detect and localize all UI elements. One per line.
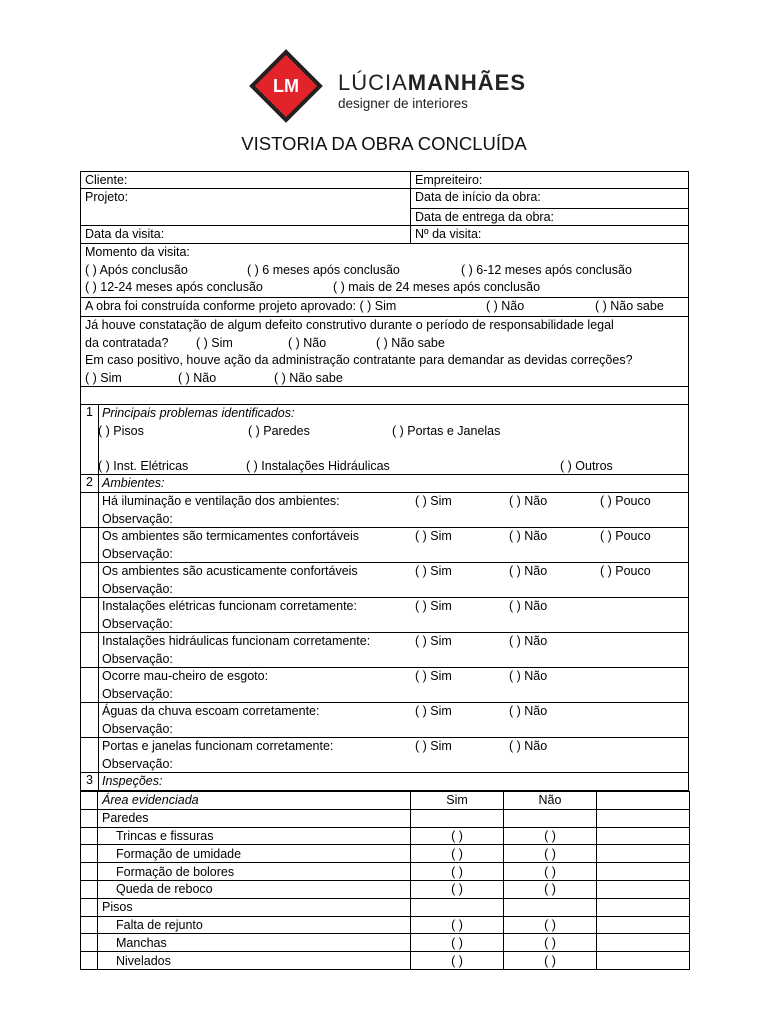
defeito-nao-sabe[interactable]: ( ) Não sabe	[376, 335, 445, 350]
ambiente-question: Águas da chuva escoam corretamente:	[102, 704, 320, 718]
col-area: Área evidenciada	[98, 792, 411, 810]
ambiente-pouco[interactable]: ( ) Pouco	[600, 529, 651, 543]
ambiente-sim[interactable]: ( ) Sim	[415, 494, 452, 508]
group-label: Pisos	[98, 898, 411, 916]
ambiente-nao[interactable]: ( ) Não	[509, 634, 548, 648]
check-nao[interactable]: ( )	[504, 934, 597, 952]
brand-name: LÚCIAMANHÃES	[338, 70, 527, 95]
observacao-field[interactable]: Observação:	[102, 686, 173, 701]
problema-portas[interactable]: ( ) Portas e Janelas	[392, 423, 501, 438]
momento-opt[interactable]: ( ) mais de 24 meses após conclusão	[333, 280, 541, 294]
projeto-aprovado-nao-sabe[interactable]: ( ) Não sabe	[595, 299, 664, 313]
acao-nao[interactable]: ( ) Não	[178, 370, 217, 385]
ambiente-sim[interactable]: ( ) Sim	[415, 564, 452, 578]
check-sim[interactable]: ( )	[411, 827, 504, 845]
data-entrega-field[interactable]: Data de entrega da obra:	[415, 210, 554, 224]
item-label: Queda de reboco	[98, 880, 411, 898]
defeito-section: Já houve constatação de algum defeito construtivo durante o período de responsabilidade legal da contratada? ( ) Sim ( ) Não ( ) Não sabe Em caso positivo, houve ação da administração contratante para demandar as devidas correções? ( ) Sim ( ) Não ( ) Não sabe	[80, 317, 689, 387]
ambiente-row	[80, 668, 689, 703]
projeto-field[interactable]: Projeto:	[81, 189, 411, 225]
group-label: Paredes	[98, 809, 411, 827]
acao-nao-sabe[interactable]: ( ) Não sabe	[274, 370, 343, 385]
observacao-field[interactable]: Observação:	[102, 756, 173, 771]
ambiente-row	[80, 493, 689, 528]
check-sim[interactable]: ( )	[411, 845, 504, 863]
check-sim[interactable]: ( )	[411, 880, 504, 898]
table-row	[81, 863, 690, 881]
momento-opt[interactable]: ( ) Após conclusão	[85, 262, 188, 277]
check-nao[interactable]: ( )	[504, 827, 597, 845]
ambiente-row	[80, 563, 689, 598]
ambiente-question: Portas e janelas funcionam corretamente:	[102, 739, 334, 753]
col-sim: Sim	[411, 792, 504, 810]
logo-icon: LM	[249, 49, 323, 123]
num-visita-field[interactable]: Nº da visita:	[415, 227, 482, 241]
momento-section: Momento da visita: ( ) Após conclusão ( ) 6 meses após conclusão ( ) 6-12 meses após conclusão ( ) 12-24 meses após conclusão ( ) mais de 24 meses após conclusão	[80, 244, 689, 298]
brand-subtitle: designer de interiores	[338, 96, 468, 111]
problema-eletricas[interactable]: ( ) Inst. Elétricas	[98, 458, 189, 473]
ambiente-nao[interactable]: ( ) Não	[509, 704, 548, 718]
ambiente-nao[interactable]: ( ) Não	[509, 564, 548, 578]
empreiteiro-field[interactable]: Empreiteiro:	[415, 173, 483, 187]
item-label: Nivelados	[98, 952, 411, 970]
check-nao[interactable]: ( )	[504, 916, 597, 934]
ambiente-pouco[interactable]: ( ) Pouco	[600, 494, 651, 508]
ambiente-row	[80, 738, 689, 773]
momento-opt[interactable]: ( ) 6-12 meses após conclusão	[461, 262, 632, 277]
inspecoes-table	[80, 791, 690, 970]
table-row	[81, 916, 690, 934]
item-label: Falta de rejunto	[98, 916, 411, 934]
ambiente-sim[interactable]: ( ) Sim	[415, 529, 452, 543]
ambiente-question: Instalações hidráulicas funcionam corretamente:	[102, 634, 371, 648]
ambiente-row	[80, 703, 689, 738]
momento-opt[interactable]: ( ) 6 meses após conclusão	[247, 262, 400, 277]
check-sim[interactable]: ( )	[411, 863, 504, 881]
item-label: Formação de bolores	[98, 863, 411, 881]
check-nao[interactable]: ( )	[504, 863, 597, 881]
ambiente-row	[80, 528, 689, 563]
projeto-aprovado-nao[interactable]: ( ) Não	[486, 299, 525, 313]
check-nao[interactable]: ( )	[504, 845, 597, 863]
item-label: Formação de umidade	[98, 845, 411, 863]
col-nao: Não	[504, 792, 597, 810]
ambiente-nao[interactable]: ( ) Não	[509, 529, 548, 543]
item-label: Trincas e fissuras	[98, 827, 411, 845]
table-row	[81, 880, 690, 898]
ambientes-list	[80, 493, 689, 773]
ambiente-question: Ocorre mau-cheiro de esgoto:	[102, 669, 269, 683]
observacao-field[interactable]: Observação:	[102, 616, 173, 631]
check-sim[interactable]: ( )	[411, 916, 504, 934]
ambiente-pouco[interactable]: ( ) Pouco	[600, 564, 651, 578]
check-nao[interactable]: ( )	[504, 880, 597, 898]
defeito-nao[interactable]: ( ) Não	[288, 335, 327, 350]
ambiente-nao[interactable]: ( ) Não	[509, 669, 548, 683]
defeito-sim[interactable]: ( ) Sim	[196, 335, 233, 350]
ambiente-sim[interactable]: ( ) Sim	[415, 634, 452, 648]
ambiente-sim[interactable]: ( ) Sim	[415, 669, 452, 683]
table-row	[81, 792, 690, 810]
table-row	[81, 827, 690, 845]
ambiente-nao[interactable]: ( ) Não	[509, 599, 548, 613]
table-row	[81, 809, 690, 827]
table-row	[81, 934, 690, 952]
ambiente-question: Há iluminação e ventilação dos ambientes:	[102, 494, 340, 508]
spacer-row	[80, 387, 689, 405]
inspecoes-title: Inspeções:	[102, 774, 163, 788]
problemas-section: 1 Principais problemas identificados: ( ) Pisos ( ) Paredes ( ) Portas e Janelas ( ) Inst. Elétricas ( ) Instalações Hidráulicas ( ) Outros	[80, 405, 689, 475]
check-sim[interactable]: ( )	[411, 952, 504, 970]
ambiente-sim[interactable]: ( ) Sim	[415, 704, 452, 718]
ambiente-row	[80, 598, 689, 633]
ambiente-sim[interactable]: ( ) Sim	[415, 599, 452, 613]
problema-hidraulicas[interactable]: ( ) Instalações Hidráulicas	[246, 458, 390, 473]
observacao-field[interactable]: Observação:	[102, 651, 173, 666]
check-nao[interactable]: ( )	[504, 952, 597, 970]
page-title: VISTORIA DA OBRA CONCLUÍDA	[241, 133, 527, 154]
ambiente-question: Os ambientes são acusticamente confortáveis	[102, 564, 358, 578]
ambientes-title: Ambientes:	[102, 476, 165, 490]
observacao-field[interactable]: Observação:	[102, 721, 173, 736]
observacao-field[interactable]: Observação:	[102, 511, 173, 526]
cliente-field[interactable]: Cliente:	[81, 172, 411, 188]
problema-outros[interactable]: ( ) Outros	[560, 458, 613, 473]
problema-pisos[interactable]: ( ) Pisos	[98, 423, 144, 438]
data-visita-field[interactable]: Data da visita:	[81, 226, 411, 243]
data-inicio-field[interactable]: Data de início da obra:	[411, 189, 688, 209]
table-row	[81, 898, 690, 916]
acao-sim[interactable]: ( ) Sim	[85, 370, 122, 385]
momento-opt[interactable]: ( ) 12-24 meses após conclusão	[85, 280, 263, 294]
problema-paredes[interactable]: ( ) Paredes	[248, 423, 310, 438]
ambiente-sim[interactable]: ( ) Sim	[415, 739, 452, 753]
check-sim[interactable]: ( )	[411, 934, 504, 952]
table-row	[81, 952, 690, 970]
ambiente-nao[interactable]: ( ) Não	[509, 739, 548, 753]
ambiente-nao[interactable]: ( ) Não	[509, 494, 548, 508]
projeto-aprovado-sim[interactable]: A obra foi construída conforme projeto aprovado: ( ) Sim	[85, 299, 397, 313]
form-sheet: Cliente: Empreiteiro: Projeto: Data de início da obra: Data de entrega da obra: Data da visita: Nº da visita: Momento da visita: ( ) Após conclusão ( ) 6 meses após conclusão ( ) 6-12 meses após conclusão ( ) 12-24 meses após conclusão ( ) mais de 24 meses após conclusão A obra foi construída conforme projeto aprovado: ( ) Sim ( ) Não ( ) Não sabe Já houve constatação de algum defeito construtivo durante o período de responsabilidade legal da contratada? ( ) Sim ( ) Não ( ) Não sabe Em caso positivo, houve ação da administração contratante para demandar as devidas correções? ( ) Sim ( ) Não ( ) Não sabe 1 Principais problemas identificados: ( ) Pisos ( ) Paredes ( ) Portas e Janelas ( ) Inst. Elétricas ( ) Instalações Hidráulicas ( ) Outros 2 Ambientes: Há iluminação e ventilação dos ambientes: ( ) Sim ( ) Não ( ) Pouco Observação: Os ambientes são termicamentes confortáveis ( ) Sim ( ) Não ( ) Pouco Observação: Os ambientes são acusticamente confortáveis ( ) Sim ( ) Não ( ) Pouco Observação: Instalações elétricas funcionam corretamente: ( ) Sim ( ) Não Observação: Instalações hidráulicas funcionam corretamente: ( ) Sim ( ) Não Observação: Ocorre mau-cheiro de esgoto: ( ) Sim ( ) Não Observação: Águas da chuva escoam corretamente: ( ) Sim ( ) Não Observação: Portas e janelas funcionam corretamente: ( ) Sim ( ) Não Observação: 3 Inspeções: Área evidenciada Sim Não Paredes Trincas e fissuras ( ) ( ) Formação de umidade ( ) ( ) Formação de bolores ( ) ( ) Queda de reboco ( ) ( ) Pisos Falta de rejunto ( ) ( ) Manchas ( ) ( ) Nivelados ( ) ( )	[80, 171, 689, 970]
ambiente-row	[80, 633, 689, 668]
observacao-field[interactable]: Observação:	[102, 581, 173, 596]
observacao-field[interactable]: Observação:	[102, 546, 173, 561]
item-label: Manchas	[98, 934, 411, 952]
ambiente-question: Os ambientes são termicamentes confortáveis	[102, 529, 360, 543]
table-row	[81, 845, 690, 863]
ambiente-question: Instalações elétricas funcionam corretamente:	[102, 599, 357, 613]
